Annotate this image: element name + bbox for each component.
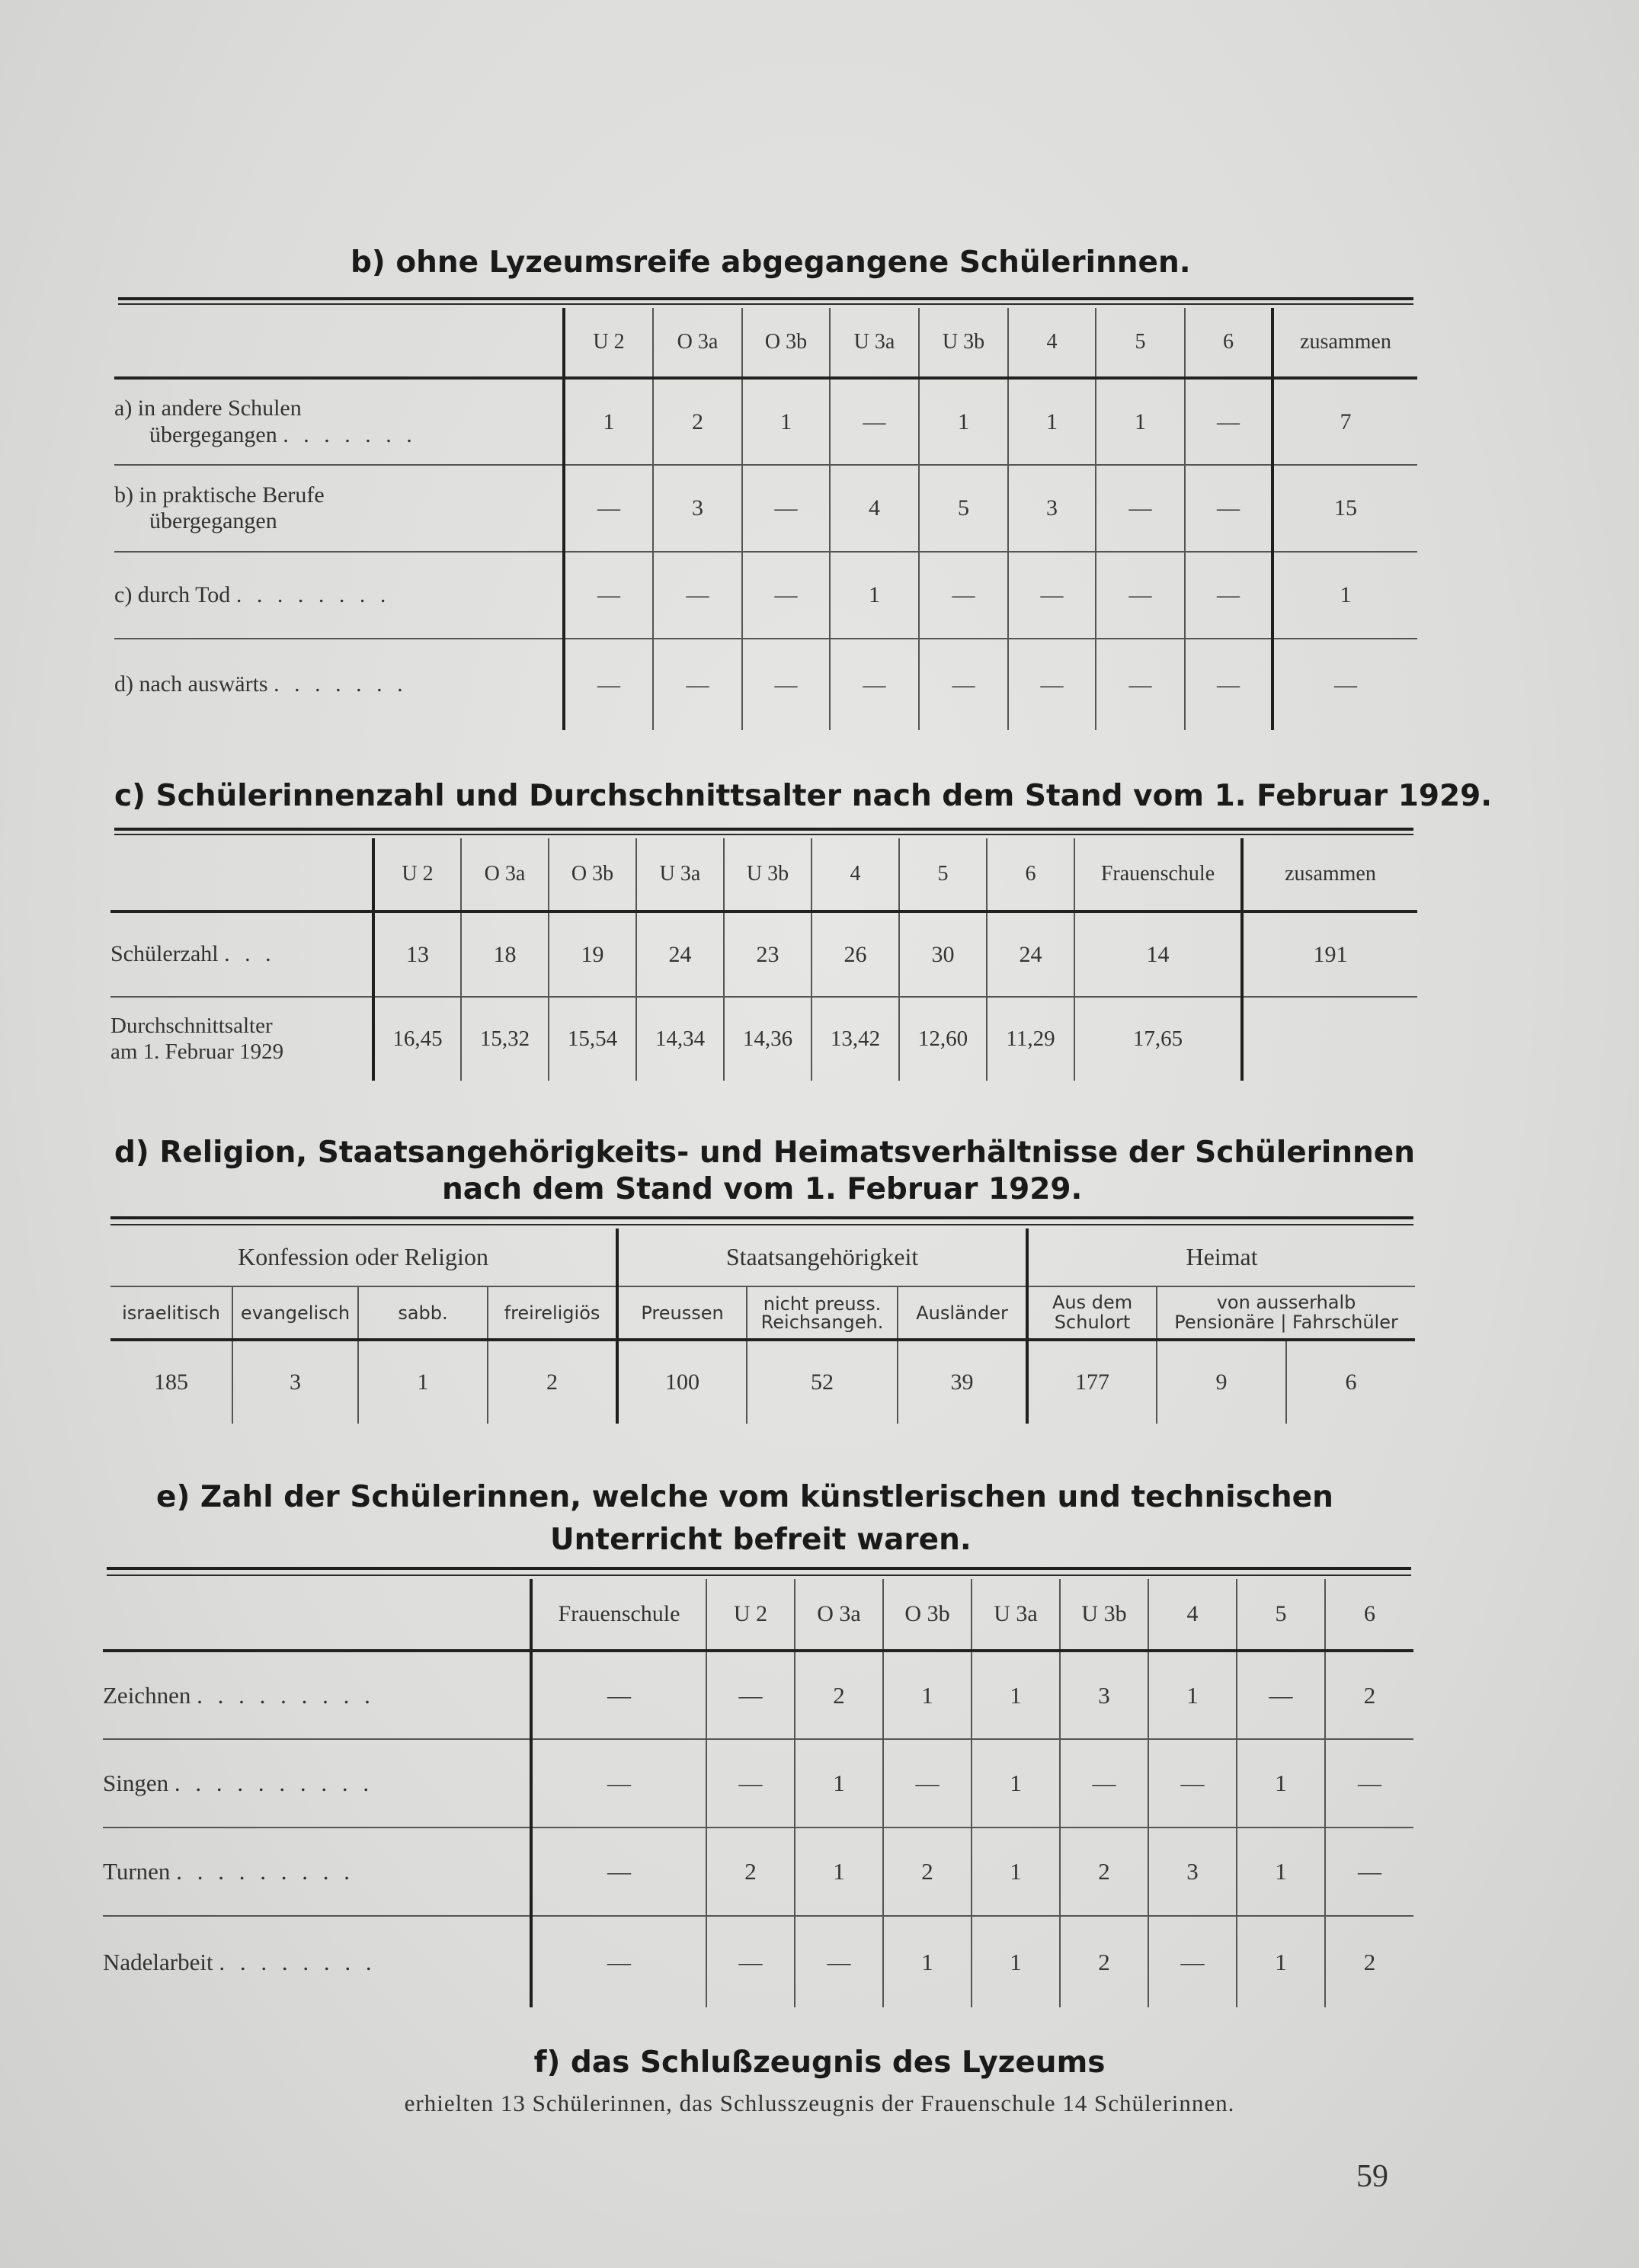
cell: —: [531, 1739, 706, 1828]
cell-total: —: [1272, 639, 1417, 730]
cell: 185: [154, 1369, 188, 1395]
sub-header: freireligiös: [488, 1286, 617, 1340]
section-f-title: f) das Schlußzeugnis des Lyzeums: [533, 2045, 1106, 2080]
table-row: [103, 1651, 1413, 1739]
cell: 177: [1027, 1340, 1157, 1424]
cell: 17,65: [1074, 997, 1242, 1081]
cell: —: [1148, 1916, 1237, 2007]
section-d-top-rule: [110, 1216, 1413, 1219]
table-row: [114, 552, 1417, 639]
cell: 1: [972, 1651, 1060, 1739]
cell: 3: [653, 465, 742, 552]
cell: —: [653, 552, 742, 639]
table-row: [103, 1739, 1413, 1828]
cell: 3: [1008, 465, 1096, 552]
section-d-title-line2: nach dem Stand vom 1. Februar 1929.: [442, 1172, 1083, 1206]
cell: 4: [830, 465, 919, 552]
col-header: U 3a: [636, 838, 724, 911]
cell: 24: [987, 911, 1074, 997]
cell: 2: [795, 1651, 883, 1739]
col-header: U 2: [564, 308, 653, 378]
cell: —: [531, 1916, 706, 2007]
row-label: Singen . . . . . . . . . .: [103, 1739, 531, 1828]
cell: —: [1096, 639, 1185, 730]
cell: —: [531, 1651, 706, 1739]
row-label: Schülerzahl . . .: [110, 911, 373, 997]
section-f-text: erhielten 13 Schülerinnen, das Schlusszeugnis der Frauenschule 14 Schülerinnen.: [404, 2090, 1235, 2116]
cell: 1: [1237, 1739, 1325, 1828]
sub-header-ausserhalb: von ausserhalb Pensionäre | Fahrschüler: [1157, 1286, 1415, 1340]
row-label: d) nach auswärts . . . . . . .: [114, 671, 408, 697]
cell: —: [1325, 1739, 1413, 1828]
cell: 2: [1325, 1651, 1413, 1739]
cell: —: [1060, 1739, 1148, 1828]
cell: —: [531, 1828, 706, 1916]
section-e-top-rule: [107, 1567, 1411, 1570]
table-row: [103, 1828, 1413, 1916]
col-header: 5: [1237, 1579, 1325, 1651]
table-row: [114, 465, 1417, 552]
section-b-header-row: [114, 308, 1417, 378]
cell: 14,36: [724, 997, 811, 1081]
cell-total: 1: [1272, 552, 1417, 639]
col-header: O 3b: [549, 838, 636, 911]
sub-header: nicht preuss. Reichsangeh.: [747, 1286, 898, 1340]
cell: 1: [919, 378, 1008, 465]
table-row: [114, 378, 1417, 465]
col-header: 5: [1096, 308, 1185, 378]
cell: —: [1237, 1651, 1325, 1739]
sub-header: evangelisch: [232, 1286, 358, 1340]
col-header: 4: [1008, 308, 1096, 378]
section-c-table: [110, 838, 1417, 1081]
cell: 2: [1060, 1916, 1148, 2007]
cell: —: [1096, 552, 1185, 639]
cell: 1: [1237, 1828, 1325, 1916]
col-header: O 3b: [883, 1579, 972, 1651]
col-header: U 3a: [830, 308, 919, 378]
cell: 14,34: [636, 997, 724, 1081]
header-blank: [103, 1579, 531, 1651]
cell: —: [1325, 1828, 1413, 1916]
cell: 30: [899, 911, 987, 997]
cell: —: [706, 1651, 795, 1739]
cell: 1: [1148, 1651, 1237, 1739]
cell: 12,60: [899, 997, 987, 1081]
cell: 13,42: [811, 997, 899, 1081]
cell: 1: [1237, 1916, 1325, 2007]
cell: —: [742, 639, 830, 730]
cell: 9: [1157, 1340, 1286, 1424]
col-header: U 2: [706, 1579, 795, 1651]
col-header: O 3a: [653, 308, 742, 378]
col-header: 6: [1185, 308, 1272, 378]
cell-total: 15: [1272, 465, 1417, 552]
section-d-top-rule-thin: [110, 1224, 1413, 1225]
cell: —: [795, 1916, 883, 2007]
cell: 3: [232, 1340, 358, 1424]
sub-header: israelitisch: [110, 1286, 232, 1340]
cell: 52: [747, 1340, 898, 1424]
section-b-top-rule-thin: [118, 303, 1413, 305]
cell: 1: [972, 1739, 1060, 1828]
section-c-top-rule: [114, 828, 1413, 831]
cell: —: [830, 378, 919, 465]
section-d-group-row: [110, 1228, 1415, 1286]
cell: 1: [883, 1651, 972, 1739]
group-header-staat: Staatsangehörigkeit: [617, 1228, 1027, 1286]
cell: 19: [549, 911, 636, 997]
cell: —: [742, 465, 830, 552]
cell: —: [1008, 552, 1096, 639]
section-e-top-rule-thin: [107, 1574, 1411, 1576]
cell: —: [1148, 1739, 1237, 1828]
row-label: c) durch Tod . . . . . . . .: [114, 552, 564, 639]
col-header-total: zusammen: [1242, 838, 1417, 911]
cell: 15,32: [461, 997, 549, 1081]
section-e-title-line2: Unterricht befreit waren.: [550, 1523, 972, 1557]
cell: 100: [617, 1340, 747, 1424]
cell: 23: [724, 911, 811, 997]
cell: 2: [1325, 1916, 1413, 2007]
cell: 2: [653, 378, 742, 465]
col-header: U 3b: [1060, 1579, 1148, 1651]
section-c-top-rule-thin: [114, 834, 1413, 835]
col-header: 6: [1325, 1579, 1413, 1651]
col-header: O 3b: [742, 308, 830, 378]
sub-header: sabb.: [358, 1286, 488, 1340]
sub-header: Preussen: [617, 1286, 747, 1340]
cell: 2: [883, 1828, 972, 1916]
col-header: O 3a: [461, 838, 549, 911]
cell: —: [706, 1916, 795, 2007]
group-header-religion: Konfession oder Religion: [110, 1228, 617, 1286]
col-header: Frauenschule: [1074, 838, 1242, 911]
col-header: U 2: [373, 838, 461, 911]
table-row: [114, 639, 1417, 730]
cell: 1: [830, 552, 919, 639]
row-label: a) in andere Schulen übergegangen . . . . . . .: [114, 378, 564, 465]
cell: 1: [1008, 378, 1096, 465]
section-d-table: [110, 1228, 1415, 1424]
table-row: [110, 997, 1417, 1081]
cell: —: [653, 639, 742, 730]
cell: 16,45: [373, 997, 461, 1081]
section-e-title-line1: e) Zahl der Schülerinnen, welche vom künstlerischen und technischen: [156, 1480, 1333, 1514]
cell-total: 7: [1272, 378, 1417, 465]
row-label: Zeichnen . . . . . . . . .: [103, 1651, 531, 1739]
cell: 1: [883, 1916, 972, 2007]
col-header-total: zusammen: [1272, 308, 1417, 378]
cell: —: [564, 465, 653, 552]
cell: —: [1185, 465, 1272, 552]
cell: —: [706, 1739, 795, 1828]
cell: 1: [795, 1828, 883, 1916]
section-e-table: [103, 1579, 1413, 2007]
section-d-sub-row: [110, 1286, 1415, 1340]
cell: 5: [919, 465, 1008, 552]
cell: 18: [461, 911, 549, 997]
table-row: [103, 1916, 1413, 2007]
table-row: [110, 1340, 1415, 1424]
cell: —: [830, 639, 919, 730]
header-blank: [110, 838, 373, 911]
cell: 13: [373, 911, 461, 997]
sub-header: Ausländer: [898, 1286, 1027, 1340]
header-blank: [114, 308, 564, 378]
cell: 39: [898, 1340, 1027, 1424]
cell: 11,29: [987, 997, 1074, 1081]
sub-header: Aus dem Schulort: [1027, 1286, 1157, 1340]
section-b-top-rule: [118, 297, 1413, 300]
cell: 3: [1060, 1651, 1148, 1739]
cell-total: 191: [1242, 911, 1417, 997]
cell: —: [919, 639, 1008, 730]
cell: 26: [811, 911, 899, 997]
row-label: Nadelarbeit . . . . . . . .: [103, 1948, 376, 1975]
row-label: b) in praktische Berufe übergegangen: [114, 465, 564, 552]
section-c-header-row: [110, 838, 1417, 911]
section-b-table: [114, 308, 1417, 730]
col-header: 5: [899, 838, 987, 911]
row-label: Durchschnittsalter am 1. Februar 1929: [110, 1014, 284, 1064]
table-row: [110, 911, 1417, 997]
col-header: 6: [987, 838, 1074, 911]
cell: 1: [972, 1828, 1060, 1916]
cell: 1: [795, 1739, 883, 1828]
cell: 15,54: [549, 997, 636, 1081]
section-e-header-row: [103, 1579, 1413, 1651]
cell-total: [1242, 997, 1417, 1081]
cell: —: [742, 552, 830, 639]
cell: —: [883, 1739, 972, 1828]
cell: 2: [706, 1828, 795, 1916]
cell: 1: [1096, 378, 1185, 465]
section-c-title: c) Schülerinnenzahl und Durchschnittsalter nach dem Stand vom 1. Februar 1929.: [114, 779, 1493, 813]
cell: 2: [1060, 1828, 1148, 1916]
col-header: U 3b: [919, 308, 1008, 378]
cell: —: [919, 552, 1008, 639]
page-number: 59: [1356, 2159, 1388, 2194]
cell: —: [1185, 639, 1272, 730]
cell: —: [1008, 639, 1096, 730]
cell: 3: [1148, 1828, 1237, 1916]
col-header: O 3a: [795, 1579, 883, 1651]
cell: 1: [972, 1916, 1060, 2007]
cell: 1: [742, 378, 830, 465]
section-d-title-line1: d) Religion, Staatsangehörigkeits- und Heimatsverhältnisse der Schülerinnen: [114, 1136, 1416, 1170]
cell: —: [564, 639, 653, 730]
col-header: U 3b: [724, 838, 811, 911]
cell: 1: [564, 378, 653, 465]
cell: 1: [358, 1340, 488, 1424]
row-label: Turnen . . . . . . . . .: [103, 1828, 531, 1916]
col-header: U 3a: [972, 1579, 1060, 1651]
group-header-heimat: Heimat: [1027, 1228, 1415, 1286]
cell: —: [1185, 552, 1272, 639]
cell: —: [1096, 465, 1185, 552]
cell: 14: [1074, 911, 1242, 997]
cell: —: [1185, 378, 1272, 465]
section-b-title: b) ohne Lyzeumsreife abgegangene Schülerinnen.: [351, 245, 1191, 280]
cell: 24: [636, 911, 724, 997]
cell: 2: [488, 1340, 617, 1424]
col-header: Frauenschule: [531, 1579, 706, 1651]
cell: —: [564, 552, 653, 639]
col-header: 4: [811, 838, 899, 911]
col-header: 4: [1148, 1579, 1237, 1651]
cell: 6: [1286, 1340, 1415, 1424]
